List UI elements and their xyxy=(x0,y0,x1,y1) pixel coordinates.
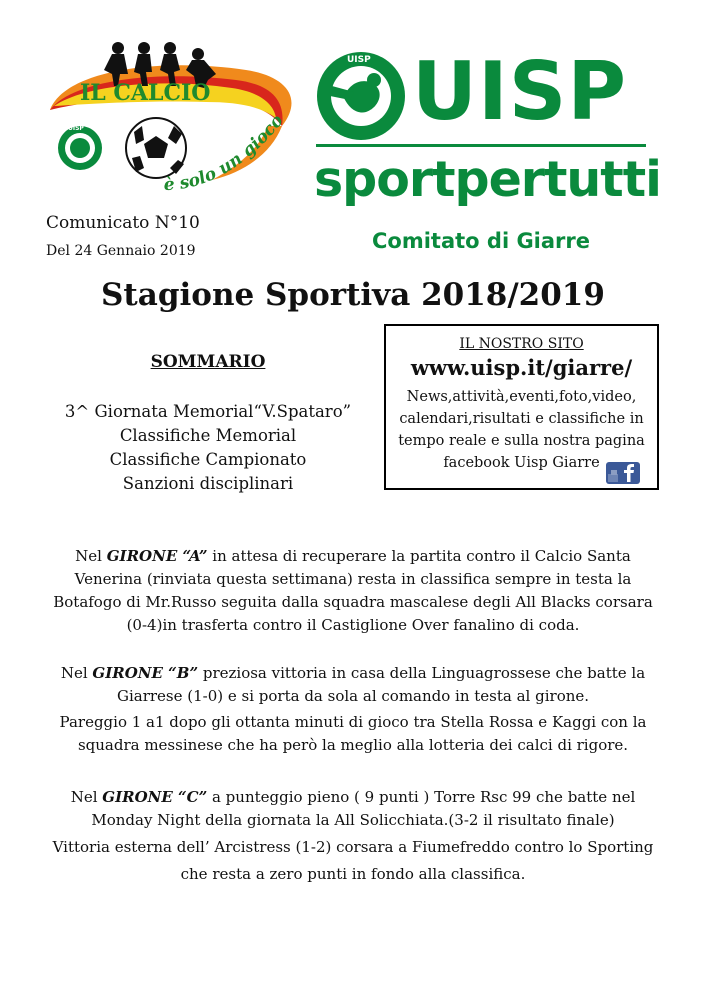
calcio-badge-text: UISP xyxy=(68,125,84,132)
uisp-wordmark: UISP xyxy=(412,45,627,138)
girone-a-intro: Nel xyxy=(75,547,107,565)
facebook-icon[interactable] xyxy=(606,462,640,484)
girone-b-text: preziosa vittoria in casa della Linguagrossese che batte la Giarrese (1-0) e si porta da sola al comando in testa al girone. xyxy=(116,664,646,705)
comunicato-date: Del 24 Gennaio 2019 xyxy=(46,243,196,259)
comunicato-number: Comunicato N°10 xyxy=(46,213,200,233)
girone-b-intro: Nel xyxy=(60,664,93,682)
girone-b-paragraph xyxy=(46,662,660,708)
uisp-committee: Comitato di Giarre xyxy=(372,229,591,253)
sommario-item: Classifiche Memorial xyxy=(119,426,297,445)
sito-label: IL NOSTRO SITO xyxy=(459,336,584,352)
girone-a-text: in attesa di recuperare la partita contro il Calcio Santa Venerina (rinviata questa settimana) resta in classifica sempre in testa la Botafogo di Mr.Russo seguita dalla squadra mascalese degli All Blacks corsara (0-4)in trasferta contro il Castiglione Over fanalino di coda. xyxy=(53,547,653,634)
calcio-subtitle: è solo un gioco xyxy=(163,110,288,196)
il-calcio-logo xyxy=(46,40,308,200)
sito-box xyxy=(384,324,659,490)
sommario-title: SOMMARIO xyxy=(150,352,266,372)
girone-b-label: GIRONE “B” xyxy=(92,664,199,682)
girone-c-text: a punteggio pieno ( 9 punti ) Torre Rsc 99 che batte nel Monday Night della giornata la All Solicchiata.(3-2 il risultato finale) xyxy=(91,788,636,829)
uisp-emblem-icon xyxy=(314,46,408,142)
sito-url-link[interactable]: www.uisp.it/giarre/ xyxy=(410,355,633,380)
sommario-item: 3^ Giornata Memorial“V.Spataro” xyxy=(64,402,352,421)
sommario-item: Sanzioni disciplinari xyxy=(122,474,294,493)
page-title: Stagione Sportiva 2018/2019 xyxy=(101,277,605,313)
uisp-tagline: sportpertutti xyxy=(314,151,661,208)
girone-a-paragraph xyxy=(46,545,660,637)
uisp-logo xyxy=(312,42,661,262)
uisp-divider xyxy=(316,144,646,147)
girone-c-label: GIRONE “C” xyxy=(102,788,208,806)
calcio-title: IL CALCIO xyxy=(80,80,211,106)
girone-c-paragraph xyxy=(46,786,660,832)
sommario-section xyxy=(40,350,376,496)
sommario-item: Classifiche Campionato xyxy=(109,450,307,469)
girone-c-intro: Nel xyxy=(70,788,103,806)
sito-description: News,attività,eventi,foto,video, calendari,risultati e classifiche in tempo reale e sulla nostra pagina facebook Uisp Giarre xyxy=(398,389,645,471)
girone-a-label: GIRONE “A” xyxy=(106,547,208,565)
girone-b-paragraph-2: Pareggio 1 a1 dopo gli ottanta minuti di gioco tra Stella Rossa e Kaggi con la squadra messinese che ha però la meglio alla lotteria dei calci di rigore. xyxy=(59,713,647,754)
uisp-emblem-text: UISP xyxy=(347,55,371,65)
girone-c-paragraph-2: Vittoria esterna dell’ Arcistress (1-2) corsara a Fiumefreddo contro lo Sporting che resta a zero punti in fondo alla classifica. xyxy=(52,838,654,883)
